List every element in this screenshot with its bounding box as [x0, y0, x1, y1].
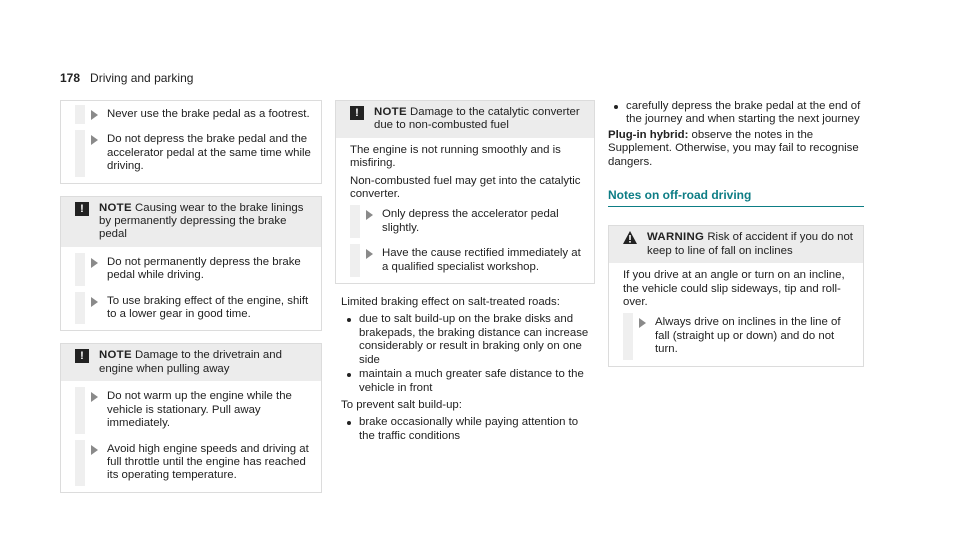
- step-item: Never use the brake pedal as a footrest.: [91, 108, 315, 121]
- warning-label: WARNING: [647, 231, 705, 244]
- column-3: [608, 100, 864, 367]
- list-item: due to salt build-up on the brake disks and brakepads, the braking distance can increase considerably or result in braking only on one side: [341, 313, 595, 367]
- bullet-icon: [614, 105, 618, 109]
- arrow-icon: [91, 135, 98, 145]
- exclamation-icon: !: [75, 202, 89, 216]
- exclamation-icon: !: [350, 106, 364, 120]
- step-item: Only depress the accelerator pedal slightly.: [366, 208, 584, 235]
- plugin-note: [608, 129, 864, 169]
- note-label: NOTE: [99, 201, 132, 214]
- plugin-label: Plug-in hybrid:: [608, 128, 689, 141]
- note-text: Damage to the drivetrain and engine when pulling away: [99, 349, 282, 375]
- column-2: [335, 100, 595, 444]
- warning-body: If you drive at an angle or turn on an incline, the vehicle could slip sideways, tip and roll-over.: [623, 269, 845, 309]
- note-box-catalytic: [335, 100, 595, 284]
- step-item: Do not warm up the engine while the vehicle is stationary. Pull away immediately.: [91, 390, 311, 430]
- arrow-icon: [91, 392, 98, 402]
- warning-text: Risk of accident if you do not keep to line of fall on inclines: [647, 231, 853, 257]
- note-paragraph: Non-combusted fuel may get into the catalytic converter.: [350, 174, 581, 201]
- step-item: Have the cause rectified immediately at a qualified specialist workshop.: [366, 247, 584, 274]
- arrow-icon: [91, 445, 98, 455]
- list-item: carefully depress the brake pedal at the end of the journey and when starting the next journey: [608, 100, 864, 127]
- arrow-icon: [366, 210, 373, 220]
- arrow-icon: [91, 110, 98, 120]
- step-item: Do not permanently depress the brake pedal while driving.: [91, 256, 311, 283]
- step-item: Avoid high engine speeds and driving at full throttle until the engine has reached its operating temperature.: [91, 443, 311, 483]
- bullet-icon: [347, 373, 351, 377]
- step-item: To use braking effect of the engine, shift to a lower gear in good time.: [91, 295, 311, 322]
- list-item: brake occasionally while paying attention to the traffic conditions: [341, 416, 595, 443]
- section-title: Driving and parking: [90, 71, 194, 85]
- column-1: [60, 100, 322, 493]
- note-label: NOTE: [99, 349, 132, 362]
- note-label: NOTE: [374, 106, 407, 118]
- note-text: Causing wear to the brake linings by permanently depressing the brake pedal: [99, 201, 304, 241]
- step-item: Do not depress the brake pedal and the accelerator pedal at the same time while driving.: [91, 133, 315, 173]
- intro-text: Limited braking effect on salt-treated roads:: [341, 296, 560, 309]
- note-box-brake-linings: [60, 196, 322, 332]
- arrow-icon: [91, 297, 98, 307]
- warning-box: [608, 225, 864, 366]
- exclamation-icon: !: [75, 349, 89, 363]
- list-item: maintain a much greater safe distance to the vehicle in front: [341, 368, 595, 395]
- step-item: Always drive on inclines in the line of fall (straight up or down) and do not turn.: [639, 316, 853, 356]
- intro-text: To prevent salt build-up:: [341, 398, 462, 411]
- arrow-icon: [366, 249, 373, 259]
- note-box-drivetrain: [60, 343, 322, 492]
- page-number: 178: [60, 71, 81, 85]
- plugin-text: observe the notes in the Supplement. Otherwise, you may fail to recognise dangers.: [608, 128, 859, 168]
- note-text: Damage to the catalytic converter due to non-combusted fuel: [374, 106, 580, 132]
- warning-triangle-icon: [623, 231, 637, 248]
- instructions-box: [60, 100, 322, 184]
- arrow-icon: [91, 258, 98, 268]
- bullet-icon: [347, 318, 351, 322]
- section-heading: Notes on off-road driving: [608, 189, 864, 207]
- bullet-icon: [347, 421, 351, 425]
- page-header: [60, 72, 193, 85]
- arrow-icon: [639, 318, 646, 328]
- note-paragraph: The engine is not running smoothly and is misfiring.: [350, 143, 561, 170]
